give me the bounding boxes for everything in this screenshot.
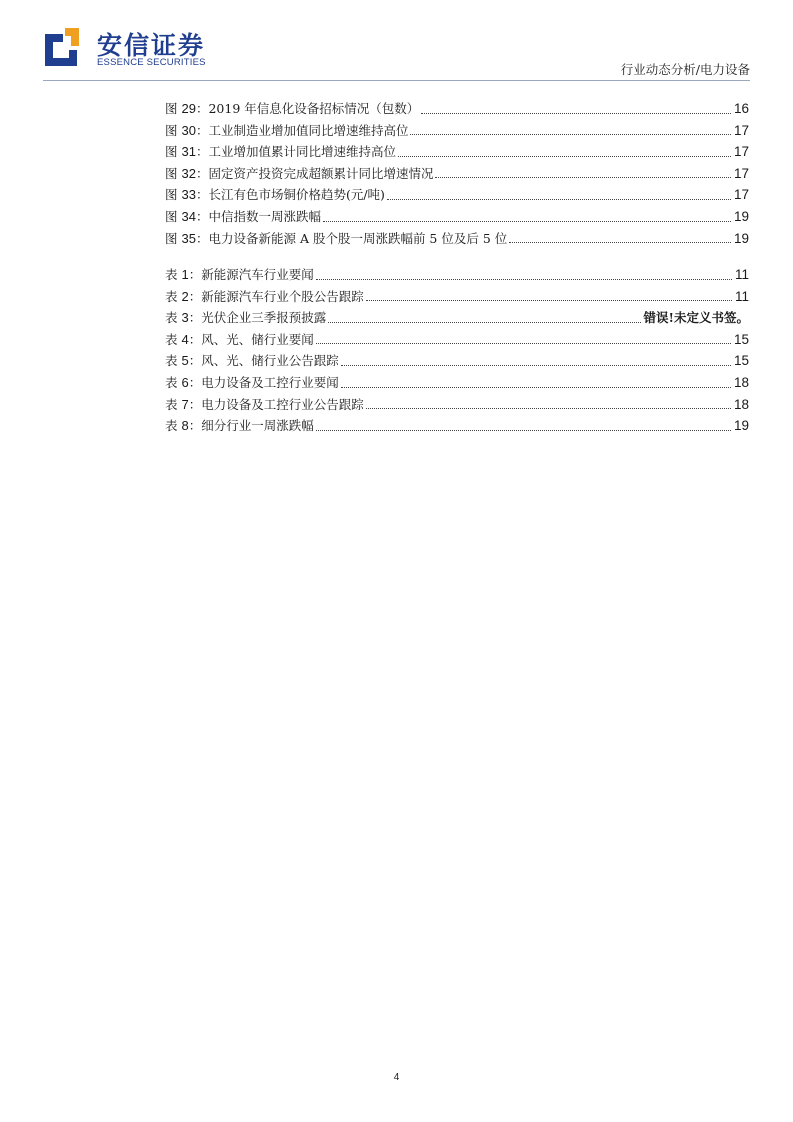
entry-page-number: 15 — [733, 331, 749, 347]
report-section-title: 行业动态分析/电力设备 — [620, 62, 750, 77]
logo-mark-icon — [43, 28, 79, 66]
dot-leader — [410, 133, 730, 135]
toc-entry-table[interactable] — [165, 350, 749, 372]
entry-page-number: 18 — [733, 374, 749, 390]
entry-page-number: 18 — [733, 396, 749, 412]
toc-entry-table[interactable] — [165, 264, 749, 286]
entry-page-error: 错误!未定义书签。 — [643, 310, 749, 326]
toc-entry-figure[interactable] — [165, 141, 749, 163]
entry-page-number: 19 — [733, 208, 749, 224]
entry-label: 表 8： — [165, 418, 202, 434]
dot-leader — [316, 342, 731, 344]
entry-label: 表 5： — [165, 353, 202, 369]
toc-entry-table[interactable] — [165, 394, 749, 416]
dot-leader — [387, 198, 731, 200]
dot-leader — [328, 321, 640, 323]
entry-label: 图 33： — [165, 187, 209, 203]
company-logo — [43, 24, 223, 70]
entry-label: 图 31： — [165, 144, 209, 160]
entry-label: 表 6： — [165, 374, 202, 390]
entry-page-number: 11 — [734, 288, 749, 304]
dot-leader — [323, 220, 731, 222]
toc-entry-table[interactable] — [165, 307, 749, 329]
entry-page-number: 11 — [734, 267, 749, 282]
entry-title: 新能源汽车行业个股公告跟踪 — [201, 288, 364, 304]
dot-leader — [435, 176, 730, 178]
entry-title: 新能源汽车行业要闻 — [201, 267, 314, 282]
entry-page-number: 19 — [733, 230, 749, 246]
logo-english-name: ESSENCE SECURITIES — [97, 57, 206, 68]
toc-entry-table[interactable] — [165, 372, 749, 394]
entry-label: 表 2： — [165, 288, 202, 304]
toc-entry-figure[interactable] — [165, 120, 749, 142]
entry-title: 2019 年信息化设备招标情况（包数） — [208, 101, 420, 116]
entry-title: 中信指数一周涨跌幅 — [208, 208, 321, 224]
dot-leader — [421, 112, 731, 114]
toc-entry-figure[interactable] — [165, 206, 749, 228]
entry-page-number: 17 — [733, 144, 749, 160]
dot-leader — [341, 386, 731, 388]
entry-title: 长江有色市场铜价格趋势(元/吨) — [208, 187, 385, 203]
dot-leader — [341, 364, 731, 366]
toc-entry-table[interactable] — [165, 286, 749, 308]
dot-leader — [316, 278, 732, 280]
entry-title: 细分行业一周涨跌幅 — [201, 418, 314, 434]
entry-label: 图 32： — [165, 165, 209, 181]
entry-title: 电力设备新能源 A 股个股一周涨跌幅前 5 位及后 5 位 — [208, 230, 508, 246]
entry-page-number: 16 — [733, 101, 749, 116]
dot-leader — [366, 407, 731, 409]
entry-title: 风、光、储行业公告跟踪 — [201, 353, 339, 369]
toc-entry-figure[interactable] — [165, 163, 749, 185]
dot-leader — [398, 155, 731, 157]
entry-title: 工业增加值累计同比增速维持高位 — [208, 144, 396, 160]
entry-page-number: 19 — [733, 418, 749, 434]
toc-entry-figure[interactable] — [165, 228, 749, 250]
header-divider — [43, 80, 750, 81]
entry-page-number: 17 — [733, 165, 749, 181]
logo-chinese-name: 安信证券 — [97, 31, 206, 60]
entry-label: 表 4： — [165, 331, 202, 347]
entry-label: 图 30： — [165, 122, 209, 138]
entry-title: 电力设备及工控行业公告跟踪 — [201, 396, 364, 412]
dot-leader — [316, 429, 731, 431]
page-number: 4 — [393, 1072, 400, 1083]
entry-page-number: 17 — [733, 122, 749, 138]
entry-label: 图 34： — [165, 208, 209, 224]
dot-leader — [366, 299, 732, 301]
toc-entry-figure[interactable] — [165, 184, 749, 206]
entry-title: 风、光、储行业要闻 — [201, 331, 314, 347]
entry-label: 表 1： — [165, 267, 202, 282]
dot-leader — [509, 241, 731, 243]
table-list — [165, 264, 749, 437]
entry-label: 图 35： — [165, 230, 209, 246]
entry-label: 图 29： — [165, 101, 209, 116]
entry-title: 光伏企业三季报预披露 — [201, 310, 327, 326]
entry-label: 表 7： — [165, 396, 202, 412]
toc-entry-table[interactable] — [165, 329, 749, 351]
entry-title: 工业制造业增加值同比增速维持高位 — [208, 122, 409, 138]
entry-page-number: 17 — [733, 187, 749, 203]
toc-entry-table[interactable] — [165, 415, 749, 437]
toc-entry-figure[interactable] — [165, 98, 749, 120]
entry-title: 电力设备及工控行业要闻 — [201, 374, 339, 390]
entry-label: 表 3： — [165, 310, 202, 326]
figure-list — [165, 98, 749, 249]
entry-title: 固定资产投资完成超额累计同比增速情况 — [208, 165, 434, 181]
entry-page-number: 15 — [733, 353, 749, 369]
